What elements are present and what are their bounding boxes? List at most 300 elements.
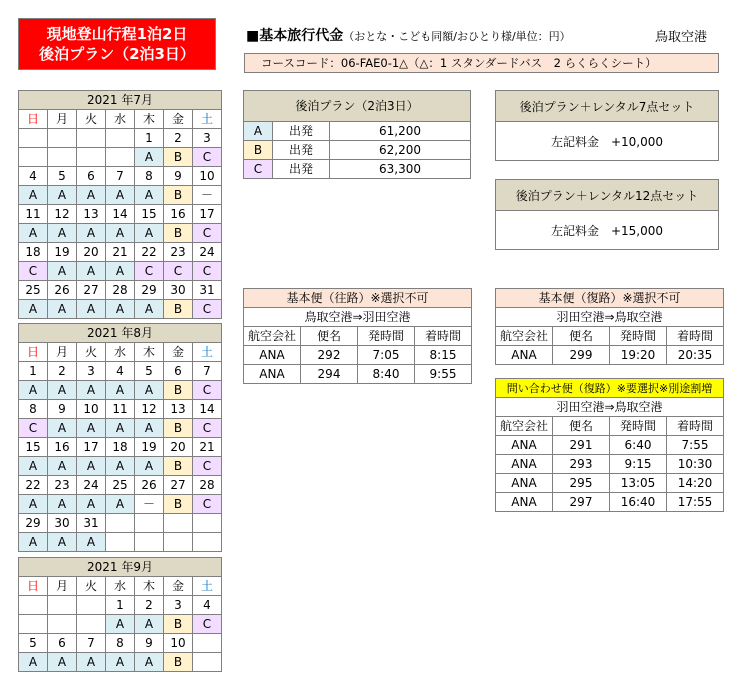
col-departure: 発時間 bbox=[610, 417, 667, 436]
price-code: C bbox=[193, 495, 222, 514]
week-days-row bbox=[19, 205, 222, 224]
price-code bbox=[164, 533, 193, 552]
calendar-day: 16 bbox=[164, 205, 193, 224]
price-code: B bbox=[164, 300, 193, 319]
calendar-day: 3 bbox=[77, 362, 106, 381]
price-code: A bbox=[48, 262, 77, 281]
weekday-label: 金 bbox=[164, 110, 193, 129]
price-code: C bbox=[193, 300, 222, 319]
plan-title-banner bbox=[18, 18, 216, 70]
week-days-row bbox=[19, 362, 222, 381]
price-code: A bbox=[77, 653, 106, 672]
calendar-day bbox=[164, 514, 193, 533]
calendar-day: 21 bbox=[193, 438, 222, 457]
flight-airline: ANA bbox=[496, 436, 553, 455]
price-code: A bbox=[106, 381, 135, 400]
weekday-label: 木 bbox=[135, 577, 164, 596]
week-codes-row bbox=[19, 381, 222, 400]
flight-number: 293 bbox=[553, 455, 610, 474]
price-code: C bbox=[193, 615, 222, 634]
price-code: B bbox=[164, 186, 193, 205]
calendar-day bbox=[193, 514, 222, 533]
inquiry-flight-title: 問い合わせ便（復路）※要選択※別途割増 bbox=[496, 379, 724, 398]
price-code bbox=[135, 533, 164, 552]
calendar-day: 9 bbox=[48, 400, 77, 419]
calendar-day: 6 bbox=[48, 634, 77, 653]
weekday-label: 土 bbox=[193, 577, 222, 596]
calendar-day: 24 bbox=[77, 476, 106, 495]
calendar-day: 17 bbox=[193, 205, 222, 224]
price-code bbox=[77, 615, 106, 634]
option-price: 左記料金 +15,000 bbox=[550, 223, 664, 238]
price-code: A bbox=[48, 300, 77, 319]
week-codes-row bbox=[19, 262, 222, 281]
flight-number: 294 bbox=[301, 365, 358, 384]
price-code: A bbox=[19, 300, 48, 319]
calendar-table bbox=[18, 90, 222, 319]
flight-row bbox=[244, 365, 472, 384]
col-flight-no: 便名 bbox=[553, 417, 610, 436]
price-code: C bbox=[193, 419, 222, 438]
plan-price: 63,300 bbox=[330, 160, 471, 179]
calendar-day: 10 bbox=[77, 400, 106, 419]
price-heading-main: ■基本旅行代金 bbox=[246, 28, 344, 44]
price-code: A bbox=[19, 495, 48, 514]
price-code: A bbox=[135, 148, 164, 167]
calendar-day: 25 bbox=[106, 476, 135, 495]
week-days-row bbox=[19, 634, 222, 653]
calendar-day: 22 bbox=[19, 476, 48, 495]
flight-airline: ANA bbox=[496, 455, 553, 474]
calendar-day bbox=[106, 514, 135, 533]
calendar-day: 13 bbox=[77, 205, 106, 224]
price-code bbox=[48, 615, 77, 634]
plan-label: 出発 bbox=[273, 141, 330, 160]
calendar-day: 3 bbox=[164, 596, 193, 615]
calendar-day: 10 bbox=[164, 634, 193, 653]
price-code: A bbox=[77, 262, 106, 281]
price-code: C bbox=[193, 262, 222, 281]
weekday-label: 水 bbox=[106, 110, 135, 129]
calendar-day: 17 bbox=[77, 438, 106, 457]
calendar-day: 18 bbox=[106, 438, 135, 457]
flight-number: 297 bbox=[553, 493, 610, 512]
calendar-august bbox=[18, 323, 222, 552]
calendar-day: 9 bbox=[164, 167, 193, 186]
calendar-month: 2021 年8月 bbox=[19, 324, 222, 343]
calendar-day: 29 bbox=[135, 281, 164, 300]
price-code: C bbox=[193, 457, 222, 476]
calendar-day: 26 bbox=[48, 281, 77, 300]
price-code: A bbox=[77, 224, 106, 243]
price-code bbox=[193, 653, 222, 672]
price-code: A bbox=[48, 186, 77, 205]
calendar-day: 4 bbox=[193, 596, 222, 615]
price-code: A bbox=[19, 381, 48, 400]
calendar-day: 20 bbox=[77, 243, 106, 262]
price-code: A bbox=[106, 457, 135, 476]
flight-row bbox=[496, 493, 724, 512]
weekday-row bbox=[19, 110, 222, 129]
calendar-day: 31 bbox=[77, 514, 106, 533]
calendar-day: 5 bbox=[48, 167, 77, 186]
option-rental-12 bbox=[495, 179, 719, 250]
calendar-day: 11 bbox=[19, 205, 48, 224]
weekday-label: 日 bbox=[19, 577, 48, 596]
outbound-flight-title: 基本便（往路）※選択不可 bbox=[244, 289, 472, 308]
calendar-day: 16 bbox=[48, 438, 77, 457]
flight-arrival-time: 9:55 bbox=[415, 365, 472, 384]
calendar-day: 2 bbox=[48, 362, 77, 381]
calendar-day: 14 bbox=[106, 205, 135, 224]
calendar-month: 2021 年7月 bbox=[19, 91, 222, 110]
calendar-day: 15 bbox=[19, 438, 48, 457]
price-code: B bbox=[164, 224, 193, 243]
price-code: C bbox=[135, 262, 164, 281]
calendar-day: 8 bbox=[19, 400, 48, 419]
calendar-day: 31 bbox=[193, 281, 222, 300]
return-flight-table bbox=[495, 288, 724, 365]
calendar-day: 2 bbox=[135, 596, 164, 615]
outbound-flight-table bbox=[243, 288, 472, 384]
price-code: A bbox=[77, 381, 106, 400]
calendar-day: 20 bbox=[164, 438, 193, 457]
plan-title-line1: 現地登山行程1泊2日 bbox=[46, 25, 188, 43]
price-code bbox=[106, 533, 135, 552]
inquiry-route: 羽田空港⇒鳥取空港 bbox=[496, 398, 724, 417]
plan-label: 出発 bbox=[273, 122, 330, 141]
col-arrival: 着時間 bbox=[415, 327, 472, 346]
week-codes-row bbox=[19, 300, 222, 319]
option-rental-7 bbox=[495, 90, 719, 161]
price-code: B bbox=[164, 457, 193, 476]
calendar-day: 15 bbox=[135, 205, 164, 224]
calendar-day: 7 bbox=[77, 634, 106, 653]
price-code: A bbox=[77, 186, 106, 205]
col-arrival: 着時間 bbox=[667, 417, 724, 436]
week-days-row bbox=[19, 129, 222, 148]
price-heading bbox=[246, 25, 571, 45]
calendar-day: 14 bbox=[193, 400, 222, 419]
price-code bbox=[77, 148, 106, 167]
price-code: B bbox=[164, 615, 193, 634]
weekday-label: 土 bbox=[193, 343, 222, 362]
calendar-day: 1 bbox=[135, 129, 164, 148]
weekday-label: 土 bbox=[193, 110, 222, 129]
plan-price-panel bbox=[243, 90, 471, 179]
price-code: A bbox=[48, 495, 77, 514]
calendar-day: 1 bbox=[106, 596, 135, 615]
week-codes-row bbox=[19, 186, 222, 205]
inquiry-flights bbox=[495, 378, 724, 512]
flight-number: 292 bbox=[301, 346, 358, 365]
calendar-day bbox=[77, 596, 106, 615]
departure-airport: 鳥取空港 bbox=[655, 30, 708, 45]
calendar-day: 29 bbox=[19, 514, 48, 533]
flight-departure-time: 9:15 bbox=[610, 455, 667, 474]
calendar-day: 25 bbox=[19, 281, 48, 300]
price-code: A bbox=[77, 533, 106, 552]
plan-row-c bbox=[244, 160, 471, 179]
week-days-row bbox=[19, 438, 222, 457]
col-departure: 発時間 bbox=[358, 327, 415, 346]
calendar-day: 21 bbox=[106, 243, 135, 262]
return-flights bbox=[495, 288, 724, 365]
price-code: A bbox=[135, 381, 164, 400]
calendar-day: 28 bbox=[193, 476, 222, 495]
price-code: A bbox=[77, 419, 106, 438]
week-days-row bbox=[19, 281, 222, 300]
calendar-day: 12 bbox=[135, 400, 164, 419]
price-code: B bbox=[164, 381, 193, 400]
price-code bbox=[19, 148, 48, 167]
flight-arrival-time: 8:15 bbox=[415, 346, 472, 365]
inquiry-flight-table bbox=[495, 378, 724, 512]
price-code: A bbox=[48, 533, 77, 552]
price-code: C bbox=[193, 148, 222, 167]
flight-departure-time: 16:40 bbox=[610, 493, 667, 512]
calendar-day: 19 bbox=[48, 243, 77, 262]
flight-departure-time: 8:40 bbox=[358, 365, 415, 384]
calendar-table bbox=[18, 323, 222, 552]
calendar-day: 6 bbox=[164, 362, 193, 381]
calendar-day: 27 bbox=[77, 281, 106, 300]
calendar-day: 26 bbox=[135, 476, 164, 495]
weekday-label: 金 bbox=[164, 343, 193, 362]
flight-arrival-time: 17:55 bbox=[667, 493, 724, 512]
weekday-label: 日 bbox=[19, 343, 48, 362]
col-flight-no: 便名 bbox=[301, 327, 358, 346]
calendar-day: 23 bbox=[48, 476, 77, 495]
week-codes-row bbox=[19, 615, 222, 634]
flight-number: 291 bbox=[553, 436, 610, 455]
price-code: A bbox=[19, 653, 48, 672]
flight-arrival-time: 10:30 bbox=[667, 455, 724, 474]
calendar-table bbox=[18, 557, 222, 672]
week-days-row bbox=[19, 400, 222, 419]
price-code: A bbox=[106, 262, 135, 281]
weekday-label: 日 bbox=[19, 110, 48, 129]
price-code: A bbox=[19, 224, 48, 243]
calendar-day: 19 bbox=[135, 438, 164, 457]
option-title: 後泊プラン＋レンタル12点セット bbox=[496, 180, 718, 211]
flight-departure-time: 6:40 bbox=[610, 436, 667, 455]
calendar-day: 8 bbox=[106, 634, 135, 653]
col-arrival: 着時間 bbox=[667, 327, 724, 346]
price-code: A bbox=[106, 615, 135, 634]
calendar-day bbox=[193, 634, 222, 653]
week-codes-row bbox=[19, 419, 222, 438]
week-days-row bbox=[19, 514, 222, 533]
plan-code: B bbox=[244, 141, 273, 160]
col-airline: 航空会社 bbox=[496, 327, 553, 346]
week-codes-row bbox=[19, 457, 222, 476]
price-code: A bbox=[19, 533, 48, 552]
weekday-label: 火 bbox=[77, 343, 106, 362]
price-code: B bbox=[164, 148, 193, 167]
weekday-row bbox=[19, 577, 222, 596]
plan-code: C bbox=[244, 160, 273, 179]
week-codes-row bbox=[19, 495, 222, 514]
price-code: B bbox=[164, 419, 193, 438]
price-code: A bbox=[48, 653, 77, 672]
flight-row bbox=[244, 346, 472, 365]
week-days-row bbox=[19, 476, 222, 495]
week-codes-row bbox=[19, 224, 222, 243]
price-code: A bbox=[19, 457, 48, 476]
calendar-day: 4 bbox=[19, 167, 48, 186]
price-code: A bbox=[106, 419, 135, 438]
calendar-day: 2 bbox=[164, 129, 193, 148]
price-code: A bbox=[106, 224, 135, 243]
week-codes-row bbox=[19, 533, 222, 552]
flight-airline: ANA bbox=[244, 365, 301, 384]
calendar-day: 24 bbox=[193, 243, 222, 262]
price-code: A bbox=[48, 457, 77, 476]
calendar-day: 4 bbox=[106, 362, 135, 381]
price-code: A bbox=[48, 381, 77, 400]
weekday-label: 水 bbox=[106, 343, 135, 362]
weekday-label: 金 bbox=[164, 577, 193, 596]
calendar-day: 13 bbox=[164, 400, 193, 419]
price-code: － bbox=[193, 186, 222, 205]
weekday-label: 火 bbox=[77, 110, 106, 129]
flight-header-row bbox=[496, 327, 724, 346]
price-code: A bbox=[135, 186, 164, 205]
weekday-label: 木 bbox=[135, 110, 164, 129]
calendar-day: 22 bbox=[135, 243, 164, 262]
flight-header-row bbox=[496, 417, 724, 436]
calendar-day bbox=[106, 129, 135, 148]
price-code: A bbox=[135, 457, 164, 476]
calendar-day: 5 bbox=[19, 634, 48, 653]
price-code: C bbox=[19, 262, 48, 281]
flight-airline: ANA bbox=[244, 346, 301, 365]
price-code: B bbox=[164, 653, 193, 672]
option-price: 左記料金 +10,000 bbox=[550, 134, 664, 149]
col-airline: 航空会社 bbox=[496, 417, 553, 436]
flight-header-row bbox=[244, 327, 472, 346]
calendar-july bbox=[18, 90, 222, 319]
weekday-label: 月 bbox=[48, 110, 77, 129]
flight-airline: ANA bbox=[496, 493, 553, 512]
weekday-label: 火 bbox=[77, 577, 106, 596]
price-code bbox=[193, 533, 222, 552]
calendar-day: 30 bbox=[164, 281, 193, 300]
calendar-day bbox=[48, 596, 77, 615]
calendar-day: 7 bbox=[193, 362, 222, 381]
plan-code: A bbox=[244, 122, 273, 141]
calendar-day bbox=[135, 514, 164, 533]
price-code: A bbox=[106, 653, 135, 672]
plan-title-line2: 後泊プラン（2泊3日） bbox=[39, 45, 195, 63]
calendar-day: 8 bbox=[135, 167, 164, 186]
calendar-day: 23 bbox=[164, 243, 193, 262]
plan-price: 62,200 bbox=[330, 141, 471, 160]
calendar-day bbox=[19, 596, 48, 615]
weekday-label: 月 bbox=[48, 343, 77, 362]
weekday-row bbox=[19, 343, 222, 362]
calendar-day: 12 bbox=[48, 205, 77, 224]
price-code: A bbox=[135, 653, 164, 672]
calendar-day: 9 bbox=[135, 634, 164, 653]
price-code: A bbox=[106, 300, 135, 319]
col-airline: 航空会社 bbox=[244, 327, 301, 346]
calendar-day: 11 bbox=[106, 400, 135, 419]
price-code: A bbox=[135, 300, 164, 319]
outbound-route: 鳥取空港⇒羽田空港 bbox=[244, 308, 472, 327]
flight-row bbox=[496, 474, 724, 493]
calendar-month: 2021 年9月 bbox=[19, 558, 222, 577]
flight-departure-time: 13:05 bbox=[610, 474, 667, 493]
return-route: 羽田空港⇒鳥取空港 bbox=[496, 308, 724, 327]
calendar-day: 10 bbox=[193, 167, 222, 186]
flight-row bbox=[496, 346, 724, 365]
price-code: － bbox=[135, 495, 164, 514]
flight-row bbox=[496, 436, 724, 455]
price-code: C bbox=[164, 262, 193, 281]
col-flight-no: 便名 bbox=[553, 327, 610, 346]
option-title: 後泊プラン＋レンタル7点セット bbox=[496, 91, 718, 122]
calendar-day: 28 bbox=[106, 281, 135, 300]
flight-row bbox=[496, 455, 724, 474]
calendar-day: 7 bbox=[106, 167, 135, 186]
price-code: A bbox=[135, 419, 164, 438]
calendar-september bbox=[18, 557, 222, 672]
course-code: コースコード：06-FAE0-1△（△：1 スタンダードバス 2 らくらくシート） bbox=[244, 53, 719, 73]
calendar-day: 5 bbox=[135, 362, 164, 381]
week-days-row bbox=[19, 596, 222, 615]
calendar-day: 30 bbox=[48, 514, 77, 533]
calendar-day: 1 bbox=[19, 362, 48, 381]
flight-departure-time: 7:05 bbox=[358, 346, 415, 365]
flight-arrival-time: 7:55 bbox=[667, 436, 724, 455]
week-days-row bbox=[19, 167, 222, 186]
price-heading-sub: （おとな・こども同額/おひとり様/単位：円） bbox=[343, 30, 571, 43]
plan-price-table bbox=[243, 90, 471, 179]
price-code: A bbox=[135, 224, 164, 243]
weekday-label: 木 bbox=[135, 343, 164, 362]
calendar-day: 3 bbox=[193, 129, 222, 148]
price-code: A bbox=[48, 224, 77, 243]
price-code: A bbox=[135, 615, 164, 634]
return-flight-title: 基本便（復路）※選択不可 bbox=[496, 289, 724, 308]
week-days-row bbox=[19, 243, 222, 262]
price-code: C bbox=[193, 224, 222, 243]
week-codes-row bbox=[19, 653, 222, 672]
outbound-flights bbox=[243, 288, 472, 384]
price-code: C bbox=[19, 419, 48, 438]
calendar-day bbox=[19, 129, 48, 148]
weekday-label: 月 bbox=[48, 577, 77, 596]
price-code: A bbox=[106, 186, 135, 205]
weekday-label: 水 bbox=[106, 577, 135, 596]
price-code: A bbox=[77, 300, 106, 319]
col-departure: 発時間 bbox=[610, 327, 667, 346]
flight-arrival-time: 14:20 bbox=[667, 474, 724, 493]
price-code bbox=[106, 148, 135, 167]
plan-row-a bbox=[244, 122, 471, 141]
price-code bbox=[19, 615, 48, 634]
price-code: A bbox=[19, 186, 48, 205]
plan-price-title: 後泊プラン（2泊3日） bbox=[244, 91, 471, 122]
price-code: C bbox=[193, 381, 222, 400]
flight-airline: ANA bbox=[496, 346, 553, 365]
flight-number: 295 bbox=[553, 474, 610, 493]
price-code: A bbox=[77, 495, 106, 514]
price-code: A bbox=[48, 419, 77, 438]
price-code bbox=[48, 148, 77, 167]
